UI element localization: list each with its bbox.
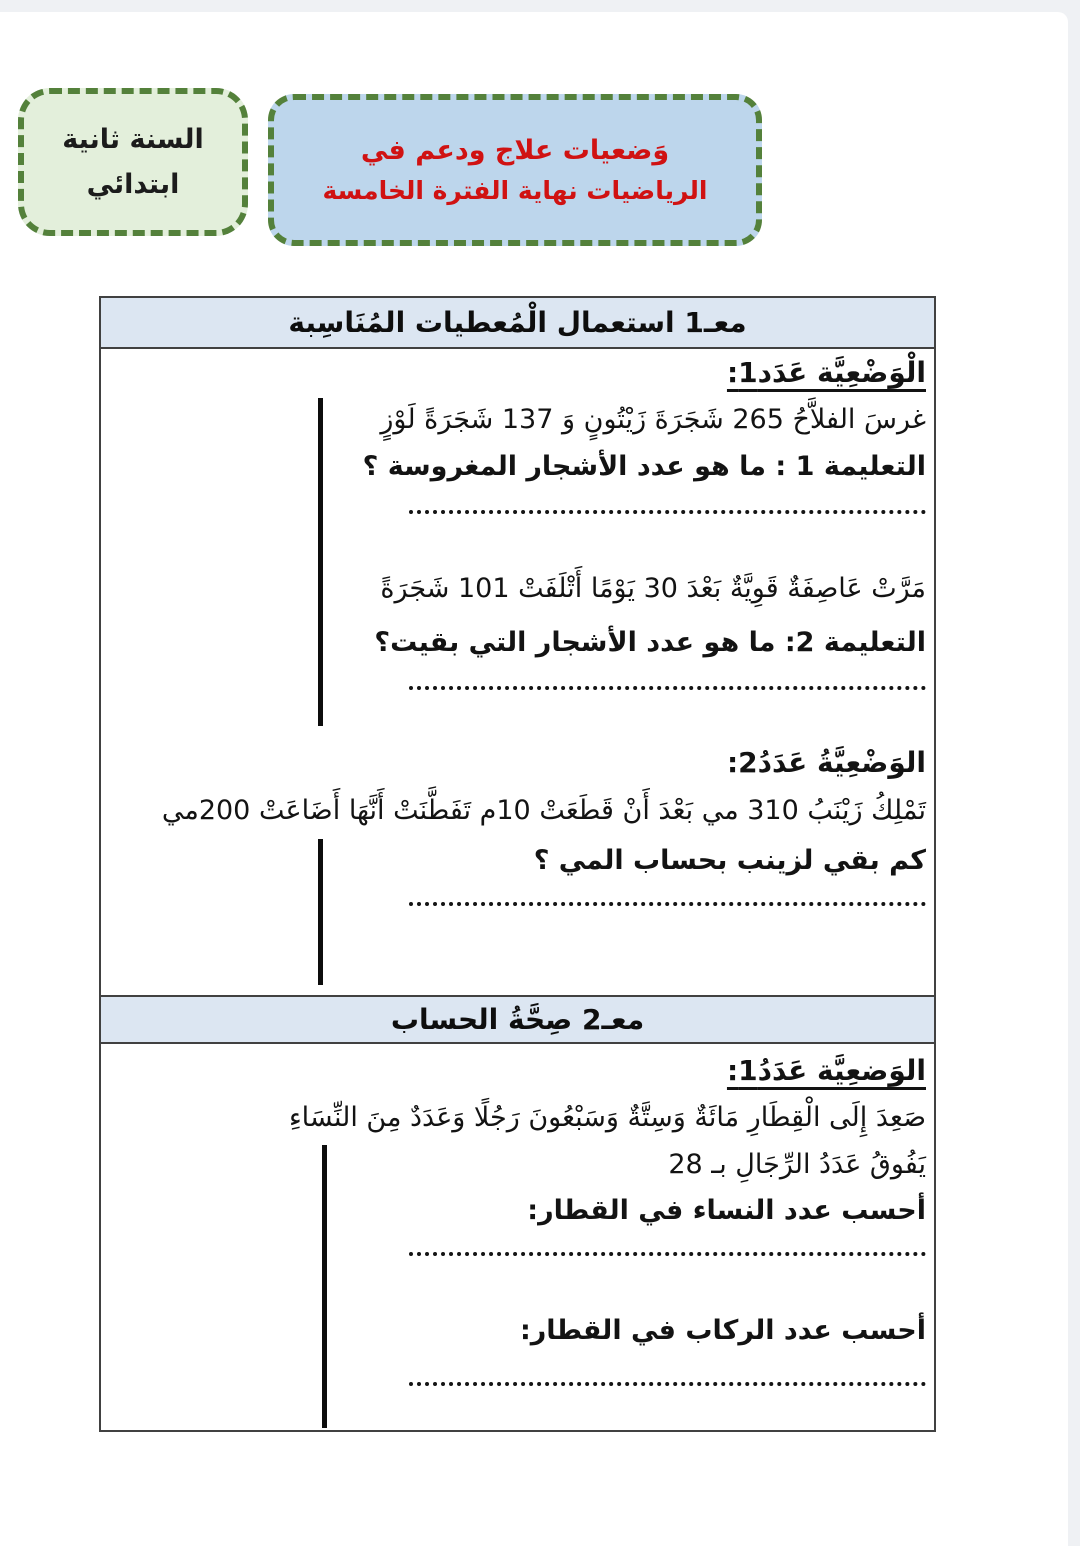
section2-header-label: معـ2 صِحَّةُ الحساب: [390, 1003, 645, 1036]
section2-header-band: [101, 995, 934, 1044]
s1-situation1-instruction1: التعليمة 1 : ما هو عدد الأشجار المغروسة ؟: [362, 451, 926, 482]
grade-badge-line2: ابتدائي: [86, 169, 180, 200]
s2-situation1-statement1: صَعِدَ إِلَى الْقِطَارِ مَائَةٌ وَسِتَّةٌ وَسَبْعُونَ رَجُلًا وَعَدَدٌ مِنَ النِّسَاءِ: [288, 1102, 926, 1133]
s2-situation1-statement2: يَفُوقُ عَدَدُ الرِّجَالِ بـ 28: [668, 1149, 926, 1180]
answer-dotted-line-2: [409, 686, 926, 690]
section1-header-label: معـ1 استعمال الْمُعطيات المُنَاسِبة: [288, 306, 747, 339]
s2-situation1-question2: أحسب عدد الركاب في القطار:: [519, 1315, 926, 1346]
s1-situation1-statement: غرسَ الفلاَّحُ 265 شَجَرَةَ زَيْتُونٍ وَ 137 شَجَرَةً لَوْزٍ: [380, 404, 926, 435]
title-badge: [268, 94, 762, 246]
worksheet-table: [99, 296, 936, 1432]
s1-situation1-event: مَرَّتْ عَاصِفَةٌ قَوِيَّةٌ بَعْدَ 30 يَوْمًا أَتْلَفَتْ 101 شَجَرَةً: [380, 573, 926, 604]
answer-divider-line-3: [322, 1145, 327, 1428]
answer-dotted-line-1: [409, 510, 926, 514]
s1-situation1-title: الْوَضْعِيَّة عَدَد1:: [726, 356, 926, 389]
s1-situation2-statement: تَمْلِكُ زَيْنَبُ 310 مي بَعْدَ أَنْ قَطَعَتْ 10م تَفَطَّنَتْ أَنَّهَا أَضَاعَتْ 200مي: [161, 795, 926, 826]
answer-dotted-line-4: [409, 1252, 926, 1256]
answer-dotted-line-5: [409, 1382, 926, 1386]
title-badge-line2: الرياضيات نهاية الفترة الخامسة: [322, 176, 708, 205]
s1-situation2-title: الوَضْعِيَّةُ عَدَدُ2:: [726, 746, 926, 779]
title-badge-line1: وَضعيات علاج ودعم في: [360, 135, 670, 166]
s1-situation1-instruction2: التعليمة 2: ما هو عدد الأشجار التي بقيت؟: [374, 627, 926, 658]
answer-divider-line-2: [318, 839, 323, 985]
s2-situation1-title: الوَضعِيَّة عَدَدُ1:: [726, 1054, 926, 1087]
grade-badge-line1: السنة ثانية: [62, 124, 204, 155]
s1-situation2-question: كم بقي لزينب بحساب المي ؟: [533, 845, 926, 876]
grade-badge: [18, 88, 248, 236]
answer-dotted-line-3: [409, 902, 926, 906]
section1-header-band: [101, 298, 934, 349]
s2-situation1-question1: أحسب عدد النساء في القطار:: [527, 1195, 926, 1226]
answer-divider-line-1: [318, 398, 323, 726]
